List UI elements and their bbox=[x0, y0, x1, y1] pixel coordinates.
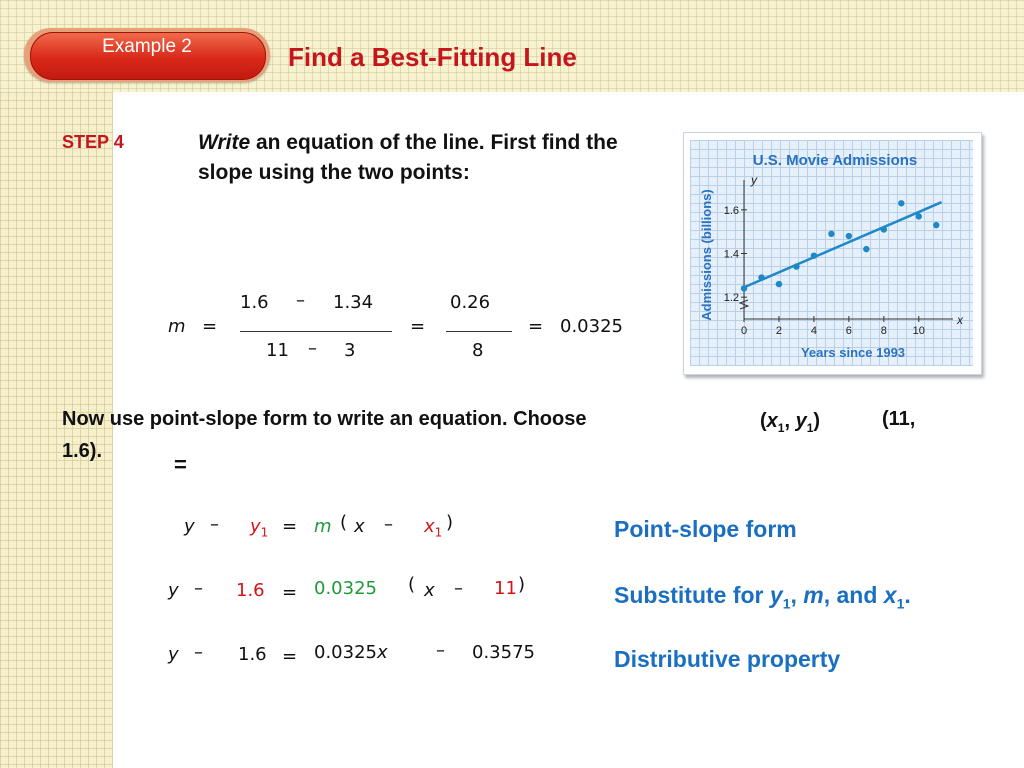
chosen-point-symbol: ($x_1$, $y_1$) bbox=[760, 410, 821, 435]
eq3-minus-2: – bbox=[436, 640, 445, 661]
slope-equals-3: = bbox=[528, 316, 544, 337]
chart-data-point bbox=[863, 246, 869, 252]
chart-data-point bbox=[758, 274, 764, 280]
chart-data-point bbox=[793, 263, 799, 269]
denominator-a: 11 bbox=[266, 340, 289, 361]
chosen-point-equals: = bbox=[174, 452, 187, 477]
chart-x-tick-label: 2 bbox=[775, 325, 783, 337]
slope-equals-1: = bbox=[202, 316, 218, 337]
instruction-verb: Write bbox=[198, 131, 251, 154]
chosen-point-value-b: 1.6). bbox=[62, 440, 103, 462]
eq3-note: Distributive property bbox=[614, 646, 841, 672]
chosen-point-value-a: (11, bbox=[882, 408, 916, 430]
eq1-note: Point-slope form bbox=[614, 516, 797, 542]
chart-x-tick-label: 4 bbox=[810, 325, 817, 337]
numerator-op: – bbox=[296, 290, 305, 311]
chart-title: U.S. Movie Admissions bbox=[752, 152, 918, 169]
chart-x-tick-label: 6 bbox=[845, 325, 852, 337]
chart-x-tick-label: 10 bbox=[912, 325, 925, 337]
eq1-x1: $x_1$ bbox=[424, 516, 443, 540]
slope-equals-2: = bbox=[410, 316, 426, 337]
eq3-y-value: 1.6 bbox=[238, 644, 267, 665]
chart-x-tick-label: 0 bbox=[740, 325, 748, 337]
chart-x-axis-letter: x bbox=[957, 313, 963, 327]
eq2-slope: 0.0325 bbox=[314, 578, 377, 599]
step-instruction bbox=[198, 128, 668, 188]
denominator-b: 3 bbox=[344, 340, 356, 361]
chart-data-point bbox=[933, 222, 939, 228]
fraction2-denominator: 8 bbox=[472, 340, 484, 361]
fraction2-numerator: 0.26 bbox=[450, 292, 491, 313]
denominator-op: – bbox=[308, 338, 317, 359]
chart-y-tick-label: 1.2 bbox=[723, 292, 739, 305]
chart-y-axis-label: Admissions (billions) bbox=[699, 189, 714, 321]
slope-result: 0.0325 bbox=[560, 316, 623, 337]
eq3-equals: = bbox=[282, 646, 298, 667]
eq1-paren-close: ) bbox=[446, 512, 454, 533]
step-label: STEP 4 bbox=[62, 132, 124, 152]
eq2-x: x bbox=[424, 580, 435, 601]
chart-data-point bbox=[846, 233, 852, 239]
eq3-lhs-var: y bbox=[168, 644, 179, 665]
chart-y-tick-label: 1.4 bbox=[723, 248, 739, 261]
eq2-note: Substitute for $y_1$, m, and $x_1$. bbox=[614, 582, 911, 612]
chart-data-point bbox=[881, 226, 887, 232]
chart-x-axis-label: Years since 1993 bbox=[800, 345, 906, 360]
fraction-bar-2 bbox=[446, 331, 512, 332]
eq1-equals: = bbox=[282, 516, 298, 537]
chart-data-point bbox=[898, 200, 904, 206]
eq3-slope-term: 0.0325x bbox=[314, 642, 388, 663]
numerator-a: 1.6 bbox=[240, 292, 269, 313]
eq1-lhs-var: y bbox=[184, 516, 195, 537]
eq3-constant: 0.3575 bbox=[472, 642, 535, 663]
page-title: Find a Best-Fitting Line bbox=[288, 42, 577, 72]
fraction-bar-1 bbox=[240, 331, 392, 332]
example-badge-label: Example 2 bbox=[102, 36, 192, 57]
eq2-paren-close: ) bbox=[518, 574, 526, 595]
chart-fit-line bbox=[744, 202, 942, 287]
chart-y-axis-letter: y bbox=[751, 173, 757, 187]
eq3-minus: – bbox=[194, 642, 203, 663]
eq2-minus-2: – bbox=[454, 578, 463, 599]
eq1-minus-2: – bbox=[384, 514, 393, 535]
chart-x-tick-label: 8 bbox=[880, 325, 887, 337]
chart-data-point bbox=[916, 213, 922, 219]
chart-y-tick-label: 1.6 bbox=[723, 204, 739, 217]
eq2-equals: = bbox=[282, 582, 298, 603]
numerator-b: 1.34 bbox=[333, 292, 374, 313]
scatter-chart bbox=[683, 132, 980, 373]
eq2-y-value: 1.6 bbox=[236, 580, 265, 601]
chart-data-point bbox=[741, 285, 747, 291]
slope-var: m bbox=[168, 316, 186, 337]
instruction-text: an equation of the line. First find the slope using the two points: bbox=[198, 131, 618, 184]
chart-y-axis-break bbox=[740, 300, 748, 309]
eq1-y1: $y_1$ bbox=[250, 516, 269, 540]
chart-data-point bbox=[776, 281, 782, 287]
eq1-minus: – bbox=[210, 514, 219, 535]
chart-data-point bbox=[828, 231, 834, 237]
eq2-minus: – bbox=[194, 578, 203, 599]
eq2-lhs-var: y bbox=[168, 580, 179, 601]
eq2-x-value: 11 bbox=[494, 578, 517, 599]
chart-data-point bbox=[811, 252, 817, 258]
eq1-x: x bbox=[354, 516, 365, 537]
eq1-paren-open: ( bbox=[340, 512, 348, 533]
point-choice-text: Now use point-slope form to write an equation. Choose bbox=[62, 408, 587, 430]
eq2-paren-open: ( bbox=[408, 574, 416, 595]
eq1-m: m bbox=[314, 516, 332, 537]
